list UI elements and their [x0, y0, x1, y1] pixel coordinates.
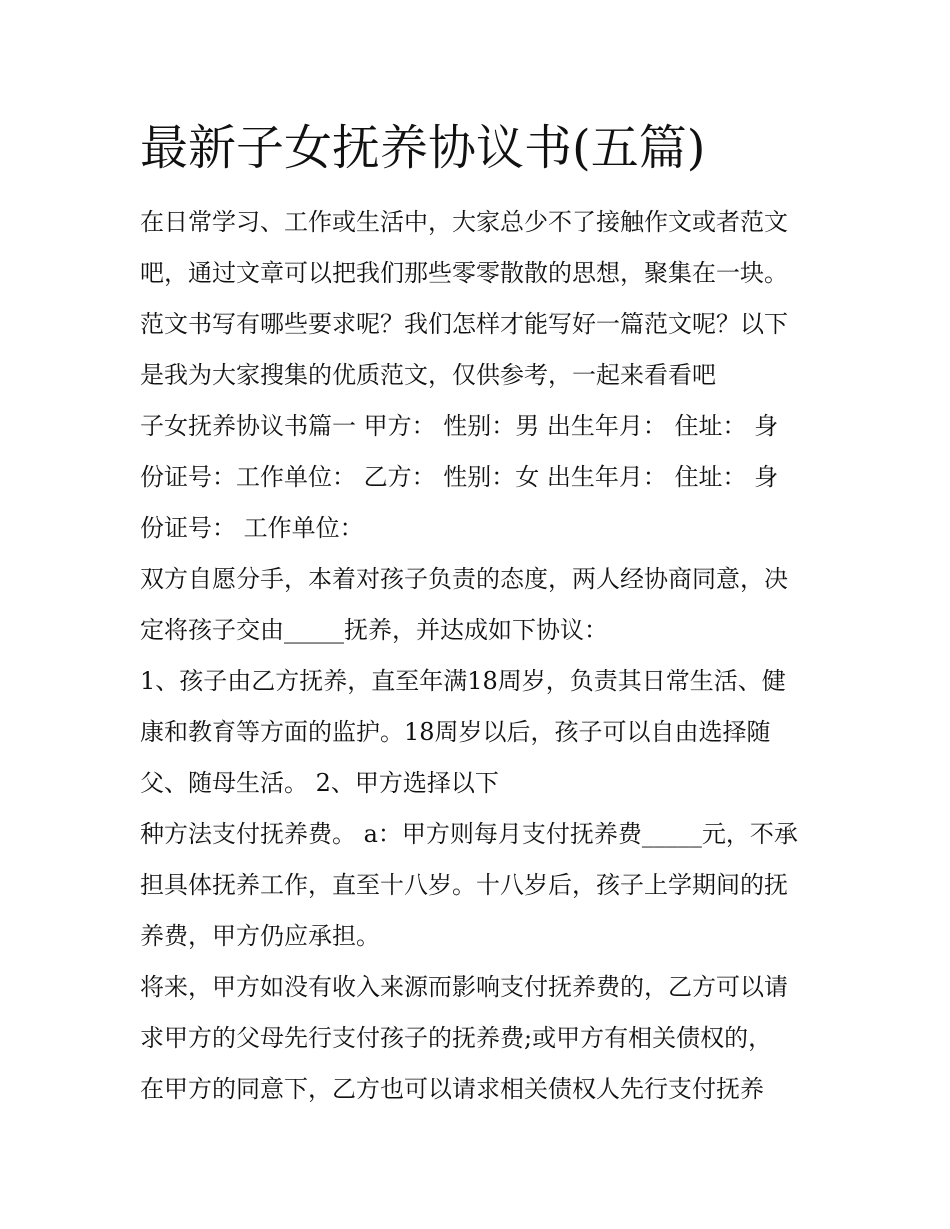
- body-line: 是我为大家搜集的优质范文，仅供参考，一起来看看吧: [140, 361, 716, 389]
- body-line: 父、随母生活。 2、甲方选择以下: [140, 769, 499, 797]
- body-line: 子女抚养协议书篇一 甲方： 性别：男 出生年月： 住址： 身: [140, 412, 779, 440]
- body-line: 份证号： 工作单位：: [140, 514, 364, 542]
- document-title: 最新子女抚养协议书(五篇): [140, 120, 706, 176]
- body-line: 1、孩子由乙方抚养，直至年满18周岁，负责其日常生活、健: [140, 667, 786, 695]
- body-line: 担具体抚养工作，直至十八岁。十八岁后，孩子上学期间的抚: [140, 871, 788, 899]
- body-line: 双方自愿分手，本着对孩子负责的态度，两人经协商同意，决: [140, 565, 788, 593]
- body-line: 将来，甲方如没有收入来源而影响支付抚养费的，乙方可以请: [140, 973, 788, 1001]
- body-line: 种方法支付抚养费。 a：甲方则每月支付抚养费_____元，不承: [140, 820, 798, 848]
- body-line: 份证号：工作单位： 乙方： 性别：女 出生年月： 住址： 身: [140, 463, 779, 491]
- body-line: 在甲方的同意下，乙方也可以请求相关债权人先行支付抚养: [140, 1075, 764, 1103]
- body-line: 范文书写有哪些要求呢？我们怎样才能写好一篇范文呢？以下: [140, 310, 788, 338]
- body-line: 养费，甲方仍应承担。: [140, 922, 380, 950]
- document-body: [140, 197, 820, 1115]
- body-line: 在日常学习、工作或生活中，大家总少不了接触作文或者范文: [140, 208, 788, 236]
- body-line: 定将孩子交由_____抚养，并达成如下协议：: [140, 616, 608, 644]
- body-line: 康和教育等方面的监护。18周岁以后，孩子可以自由选择随: [140, 718, 771, 746]
- body-line: 求甲方的父母先行支付孩子的抚养费;或甲方有相关债权的，: [140, 1024, 773, 1052]
- body-line: 吧，通过文章可以把我们那些零零散散的思想，聚集在一块。: [140, 259, 788, 287]
